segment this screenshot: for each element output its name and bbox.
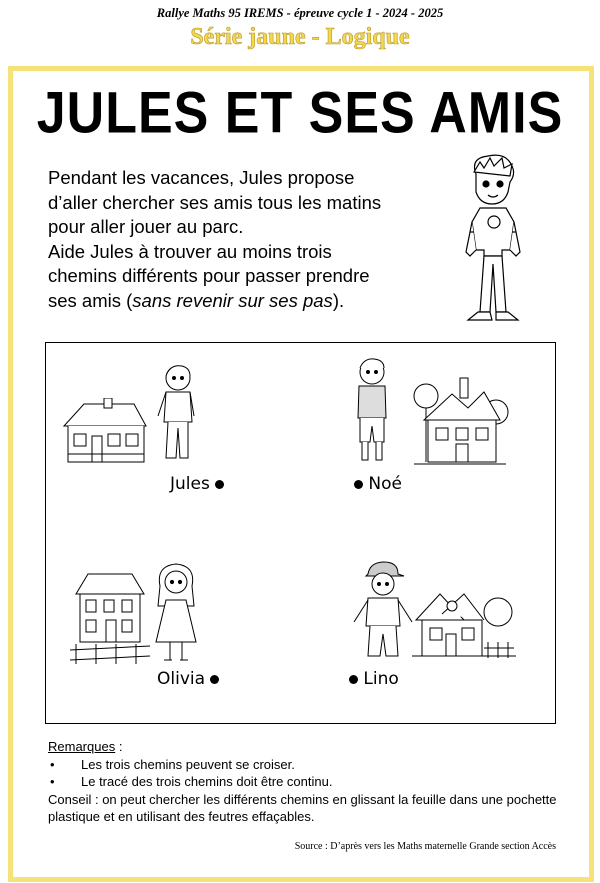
point-olivia-dot[interactable] [210, 675, 219, 684]
lino-boy-icon [352, 560, 414, 664]
point-olivia-label: Olivia [157, 669, 206, 689]
remark-item: • Le tracé des trois chemins doit être continu. [48, 773, 568, 791]
remark-item: • Les trois chemins peuvent se croiser. [48, 756, 568, 774]
point-noe[interactable] [354, 474, 402, 494]
remarks-section [48, 738, 568, 826]
noe-boy-icon [354, 356, 390, 468]
olivia-girl-icon [152, 562, 200, 666]
series-title: Série jaune - Logique [190, 24, 410, 50]
intro-line: ses amis (sans revenir sur ses pas). [48, 289, 345, 311]
house-lino-icon [412, 584, 516, 664]
intro-line: Aide Jules à trouver au moins trois [48, 240, 332, 262]
house-noe-icon [410, 372, 510, 468]
intro-line: pour aller jouer au parc. [48, 216, 244, 237]
competition-header: Rallye Maths 95 IREMS - épreuve cycle 1 - 2024 - 2025 [156, 6, 444, 20]
intro-line: d’aller chercher ses amis tous les matins [48, 191, 382, 213]
jules-boy-illustration [458, 152, 528, 332]
point-noe-dot[interactable] [354, 480, 363, 489]
point-olivia[interactable] [157, 669, 219, 689]
page-title: JULES ET SES AMIS [36, 81, 564, 147]
point-lino-label: Lino [363, 669, 399, 689]
intro-line: Pendant les vacances, Jules propose [48, 167, 355, 188]
jules-boy-icon [156, 362, 196, 466]
house-jules-icon [60, 398, 150, 466]
advice-text: Conseil : on peut chercher les différents chemins en glissant la feuille dans une pochette plastique et en utilisant des feutres effaçables. [48, 791, 557, 824]
intro-italic: sans revenir sur ses pas [132, 289, 333, 311]
point-lino-dot[interactable] [349, 675, 358, 684]
point-lino[interactable] [349, 669, 399, 689]
remarks-heading: Remarques : [48, 739, 123, 754]
house-olivia-icon [66, 570, 154, 666]
point-jules-label: Jules [170, 474, 210, 494]
source-citation: Source : D’après vers les Maths maternelle Grande section Accès [294, 841, 556, 852]
point-noe-label: Noé [368, 474, 402, 494]
intro-text [48, 166, 448, 313]
point-jules[interactable] [170, 474, 224, 494]
intro-line: chemins différents pour passer prendre [48, 265, 370, 286]
point-jules-dot[interactable] [215, 480, 224, 489]
